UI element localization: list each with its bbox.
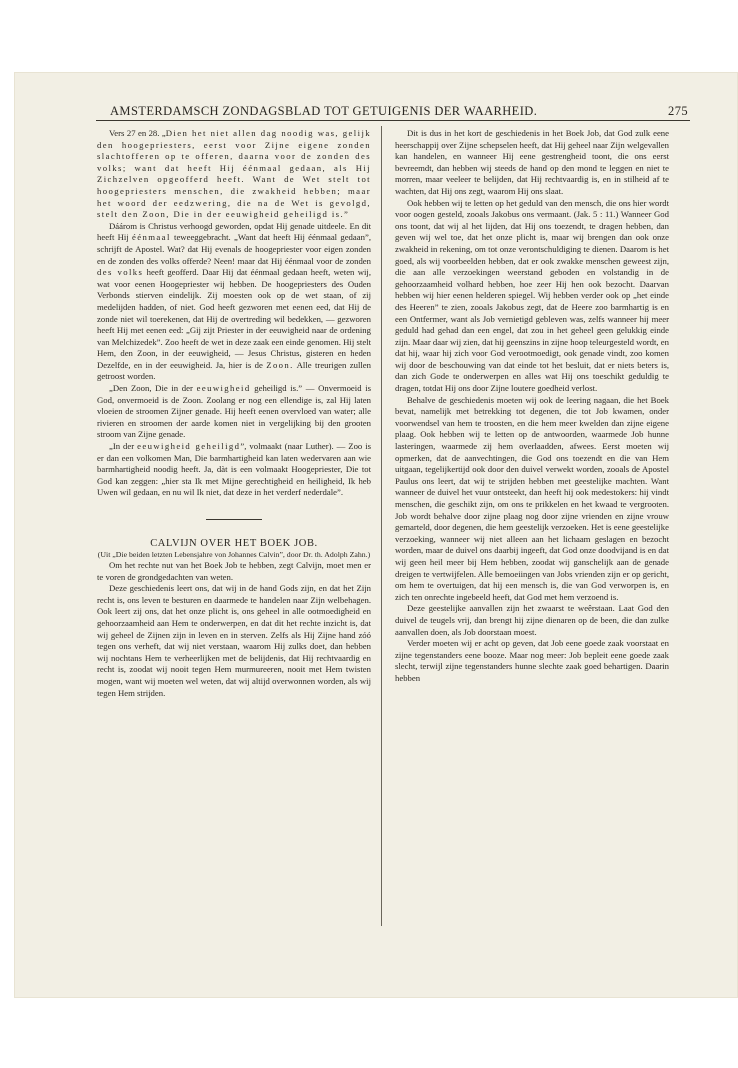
paragraph: Dit is dus in het kort de geschiedenis in het Boek Job, dat God zulk eene heerschappij over Zijne schepselen heeft, dat Hij geheel naar Zijn welgevallen kan handelen, en wanneer Hij eene gestrengheid toont, die ons eerst bevreemdt, dan hebben wij steeds de hand op den mond te leggen en niet te morren, maar veeleer te belijden, dat Hij rechtvaardig is, en in stilheid af te wachten, dat Hij ons zegt, waarom Hij ons slaat. xyxy=(395,128,669,196)
text-run: heeft geofferd. Daar Hij dat éénmaal gedaan heeft, weten wij, wat voor eenen Hoogepriester wij hebben. De hoogepriesters des Ouden Verbonds stierven eindelijk. Zij moesten ook op de wet staan, of zij medelijden hadden, of niet. God heeft gezworen met eenen eed, dat Hij de zonde niet wil toerekenen, dat Hij de overtreding wil bedekken, — gezworen heeft Hij met eenen eed: „Gij zijt Priester in der eeuwigheid naar de ordening van Melchizedek”. Zoo heeft de wet in deze zaak een einde genomen. Hij stelt Hem, den Zoon, in der eeuwigheid, — Jesus Christus, gisteren en heden Dezelfde, en in der eeuwigheid. Ja, hier is de xyxy=(97,267,371,370)
spaced-word: eeuwigheid geheiligd xyxy=(137,441,241,452)
text-run: „In der xyxy=(109,441,138,452)
text-run: Vers 27 en 28. „ xyxy=(109,128,166,138)
paragraph xyxy=(97,221,371,383)
spaced-word: Zoon. xyxy=(266,359,294,370)
running-header xyxy=(110,104,688,119)
paragraph xyxy=(97,383,371,441)
paragraph: Deze geschiedenis leert ons, dat wij in de hand Gods zijn, en dat het Zijn recht is, ons leven te besturen en daarmede te handelen naar Zijn welbehagen. Ook leert zij ons, dat het onze plicht is, ons geheel in alle ootmoedigheid en gehoorzaamheid aan Hem te onderwerpen, en dat dit het rechte inzicht is, dat wij geheel de Zijnen zijn in leven en in sterven. Zelfs als Hij Zijne hand zóó tegen ons verheft, dat wij niet verstaan, waarom Hij zulks doet, dan hebben wij nochtans Hem te verheerlijken met de belijdenis, dat Hij rechtvaardig en recht is, zoodat wij nooit tegen Hem murmureeren, nooit met Hem twisten mogen, want wij moeten wel weten, dat wij altijd overwonnen worden, als wij tegen Hem strijden. xyxy=(97,583,371,698)
spaced-quote: Dien het niet allen dag noodig was, gelijk den hoogepriesters, eerst voor Zijne eigene zonden slachtofferen op te offeren, daarna voor de zonden des volks; want dat heeft Hij éénmaal gedaan, als Hij Zichzelven opgeofferd heeft. Want de Wet stelt tot hoogepriesters menschen, die zwakheid hebben; maar het woord der eedzwering, die na de Wet is gevolgd, stelt den Zoon, Die in der eeuwigheid geheiligd is. xyxy=(97,128,371,220)
paragraph xyxy=(97,441,371,499)
paragraph: Om het rechte nut van het Boek Job te hebben, zegt Calvijn, moet men er te voren de grondgedachten van weten. xyxy=(97,560,371,582)
spaced-word: eeuwigheid xyxy=(196,383,251,394)
paragraph: Deze geestelijke aanvallen zijn het zwaarst te weêrstaan. Laat God den duivel de teugels vrij, dan brengt hij zijne dienaren op de been, die dan zulke aanvallen doen, als Job doorstaan moest. xyxy=(395,603,669,637)
paragraph: Verder moeten wij er acht op geven, dat Job eene goede zaak voorstaat en zijne tegenstanders eene booze. Maar nog meer: Job bepleit eene goede zaak slecht, terwijl zijne tegenstanders hunne slechte zaak goed behartigen. Daarin hebben xyxy=(395,638,669,683)
section-subtitle: (Uit „Die beiden letzten Lebensjahre von Johannes Calvin”, door Dr. th. Adolph Zahn.) xyxy=(97,549,371,559)
right-column xyxy=(395,128,669,928)
header-rule xyxy=(96,120,690,121)
text-run: Alle treurigen zullen getroost worden. xyxy=(97,359,371,382)
text-run: ” xyxy=(344,209,348,220)
text-run: teweeggebracht. „Want dat heeft Hij éénmaal gedaan”, schrijft de Apostel. Wat? dat Hij evenals de hoogepriester voor eigen zonden en de zonden des volks offerde? Neen! maar dat Hij éénmaal voor de zonden xyxy=(97,232,371,266)
paragraph: Behalve de geschiedenis moeten wij ook de leering nagaan, die het Boek bevat, namelijk met betrekking tot degenen, die tot Job kwamen, onder voorwendsel van hem te troosten, en die hem meer kwelden dan zijne eigene plaag. Ook hebben wij te letten op de antwoorden, waarmede Job hunne lasteringen, waarmede zij hem overlaadden, afwees. Eerst moeten wij opmerken, dat de aanvechtingen, die God ons toezendt en die van Hem uitgaan, tegelijkertijd ook door den duivel verwekt worden, zooals de Apostel Paulus ons leert, dat wij te strijden hebben met geestelijke machten. Want wanneer de duivel het vuur ontsteekt, dan heeft hij ook medestokers: hij vindt menschen, die geschikt zijn, om ons te prikkelen en het kwaad te vergrooten. Job wordt behalve door zijne plaag nog door zijne vrienden en zijne vrouw gemarteld, door degenen, die hem geestelijk verzoeken. Het is eene geestelijke verzoeking, wanneer wij niet alleen aan het lichaam geslagen en bezocht worden, maar de duivel ons daarbij ingeeft, dat God onze doodvijand is en dat wij geen heil meer bij Hem hebben, zoodat wij ganschelijk aan de genade dreigen te vertwijfelen. Alle bemoeiingen van Jobs vrienden zijn er op gericht, om hem te overtuigen, dat hij een mensch is, die van God verworpen is, en zich ten onrechte ingebeeld heeft, dat God met hem verzoend is. xyxy=(395,394,669,602)
section-title: CALVIJN OVER HET BOEK JOB. xyxy=(150,538,318,549)
column-divider xyxy=(381,126,382,926)
paragraph xyxy=(97,128,371,221)
text-run: geheiligd is.” — Onvermoeid is God, onvermoeid is de Zoon. Zoolang er nog een ellendige is, zal Hij laten vloeien de stroomen Zijner genade. Hij heeft eenen overvloed van water; alle rivieren en stroomen der aarde komen niet in vergelijking bij den grooten stroom van Zijne genade. xyxy=(97,383,371,440)
section-divider xyxy=(206,519,262,520)
spaced-word: éénmaal xyxy=(132,232,171,243)
text-run: „Den Zoon, Die in der xyxy=(109,383,197,394)
text-run: Dáárom is Christus verhoogd geworden, opdat Hij genade uitdeele. En dit heeft Hij xyxy=(97,220,371,243)
text-run: ”, volmaakt (naar Luther). — Zoo is er dan een volkomen Man, Die barmhartigheid kan laten wedervaren aan wie barmhartigheid noodig heeft. Ja, dàt is een volmaakt Hoogepriester, Die tot God kan zeggen: „hier sta Ik met Mijne gerechtigheid en heiligheid, Ik heb Uwen wil gedaan, en nu wil Ik niet, dat deze in het verderf nederdale”. xyxy=(97,441,371,498)
paragraph: Ook hebben wij te letten op het geduld van den mensch, die ons hier wordt voor oogen gesteld, zooals Jakobus ons vermaant. (Jak. 5 : 11.) Wanneer God ons toont, dat wij al het lijden, dat Hij ons toezendt, te dragen hebben, dan geven wij wel toe, dat het onze plicht is, maar wij brengen dan ook onze zwakheid in rekening, om tot onze verontschuldiging te dienen. Daarom is het goed, als wij voorbeelden hebben, dat er ook zwakke menschen geweest zijn, die aan alle verzoekingen weerstand geboden en volstandig in de gehoorzaamheid volhard hebben, hoe zeer Hij hen ook bezocht. Daarvan hebben wij hier eenen helderen spiegel. Wij hebben verder ook op „het einde des Heeren” te zien, zooals Jakobus zegt, dat de Heere zoo barmhartig is en een Ontfermer, want als Job vernietigd gebleven was, zelfs wanneer hij meer geduld had gehad dan een engel, dat zou in het geheel geen gelukkig einde zijn. Maar daar wij zien, dat hij geenszins in zijne hoop teleurgesteld wordt, en dat hij, waar hij zich voor God verootmoedigt, ook genade vindt, zoo komen wij door de beschouwing van dat einde tot het besluit, dat er niets beters is, dan zich Gode te onderwerpen en alles wat Hij ons toeschikt geduldig te dragen, totdat Hij ons door Zijne loutere goedheid verlost. xyxy=(395,197,669,394)
spaced-word: des volks xyxy=(97,267,144,278)
left-column xyxy=(97,128,371,928)
journal-title: AMSTERDAMSCH ZONDAGSBLAD TOT GETUIGENIS DER WAARHEID. xyxy=(110,104,538,118)
page-number: 275 xyxy=(668,104,688,118)
